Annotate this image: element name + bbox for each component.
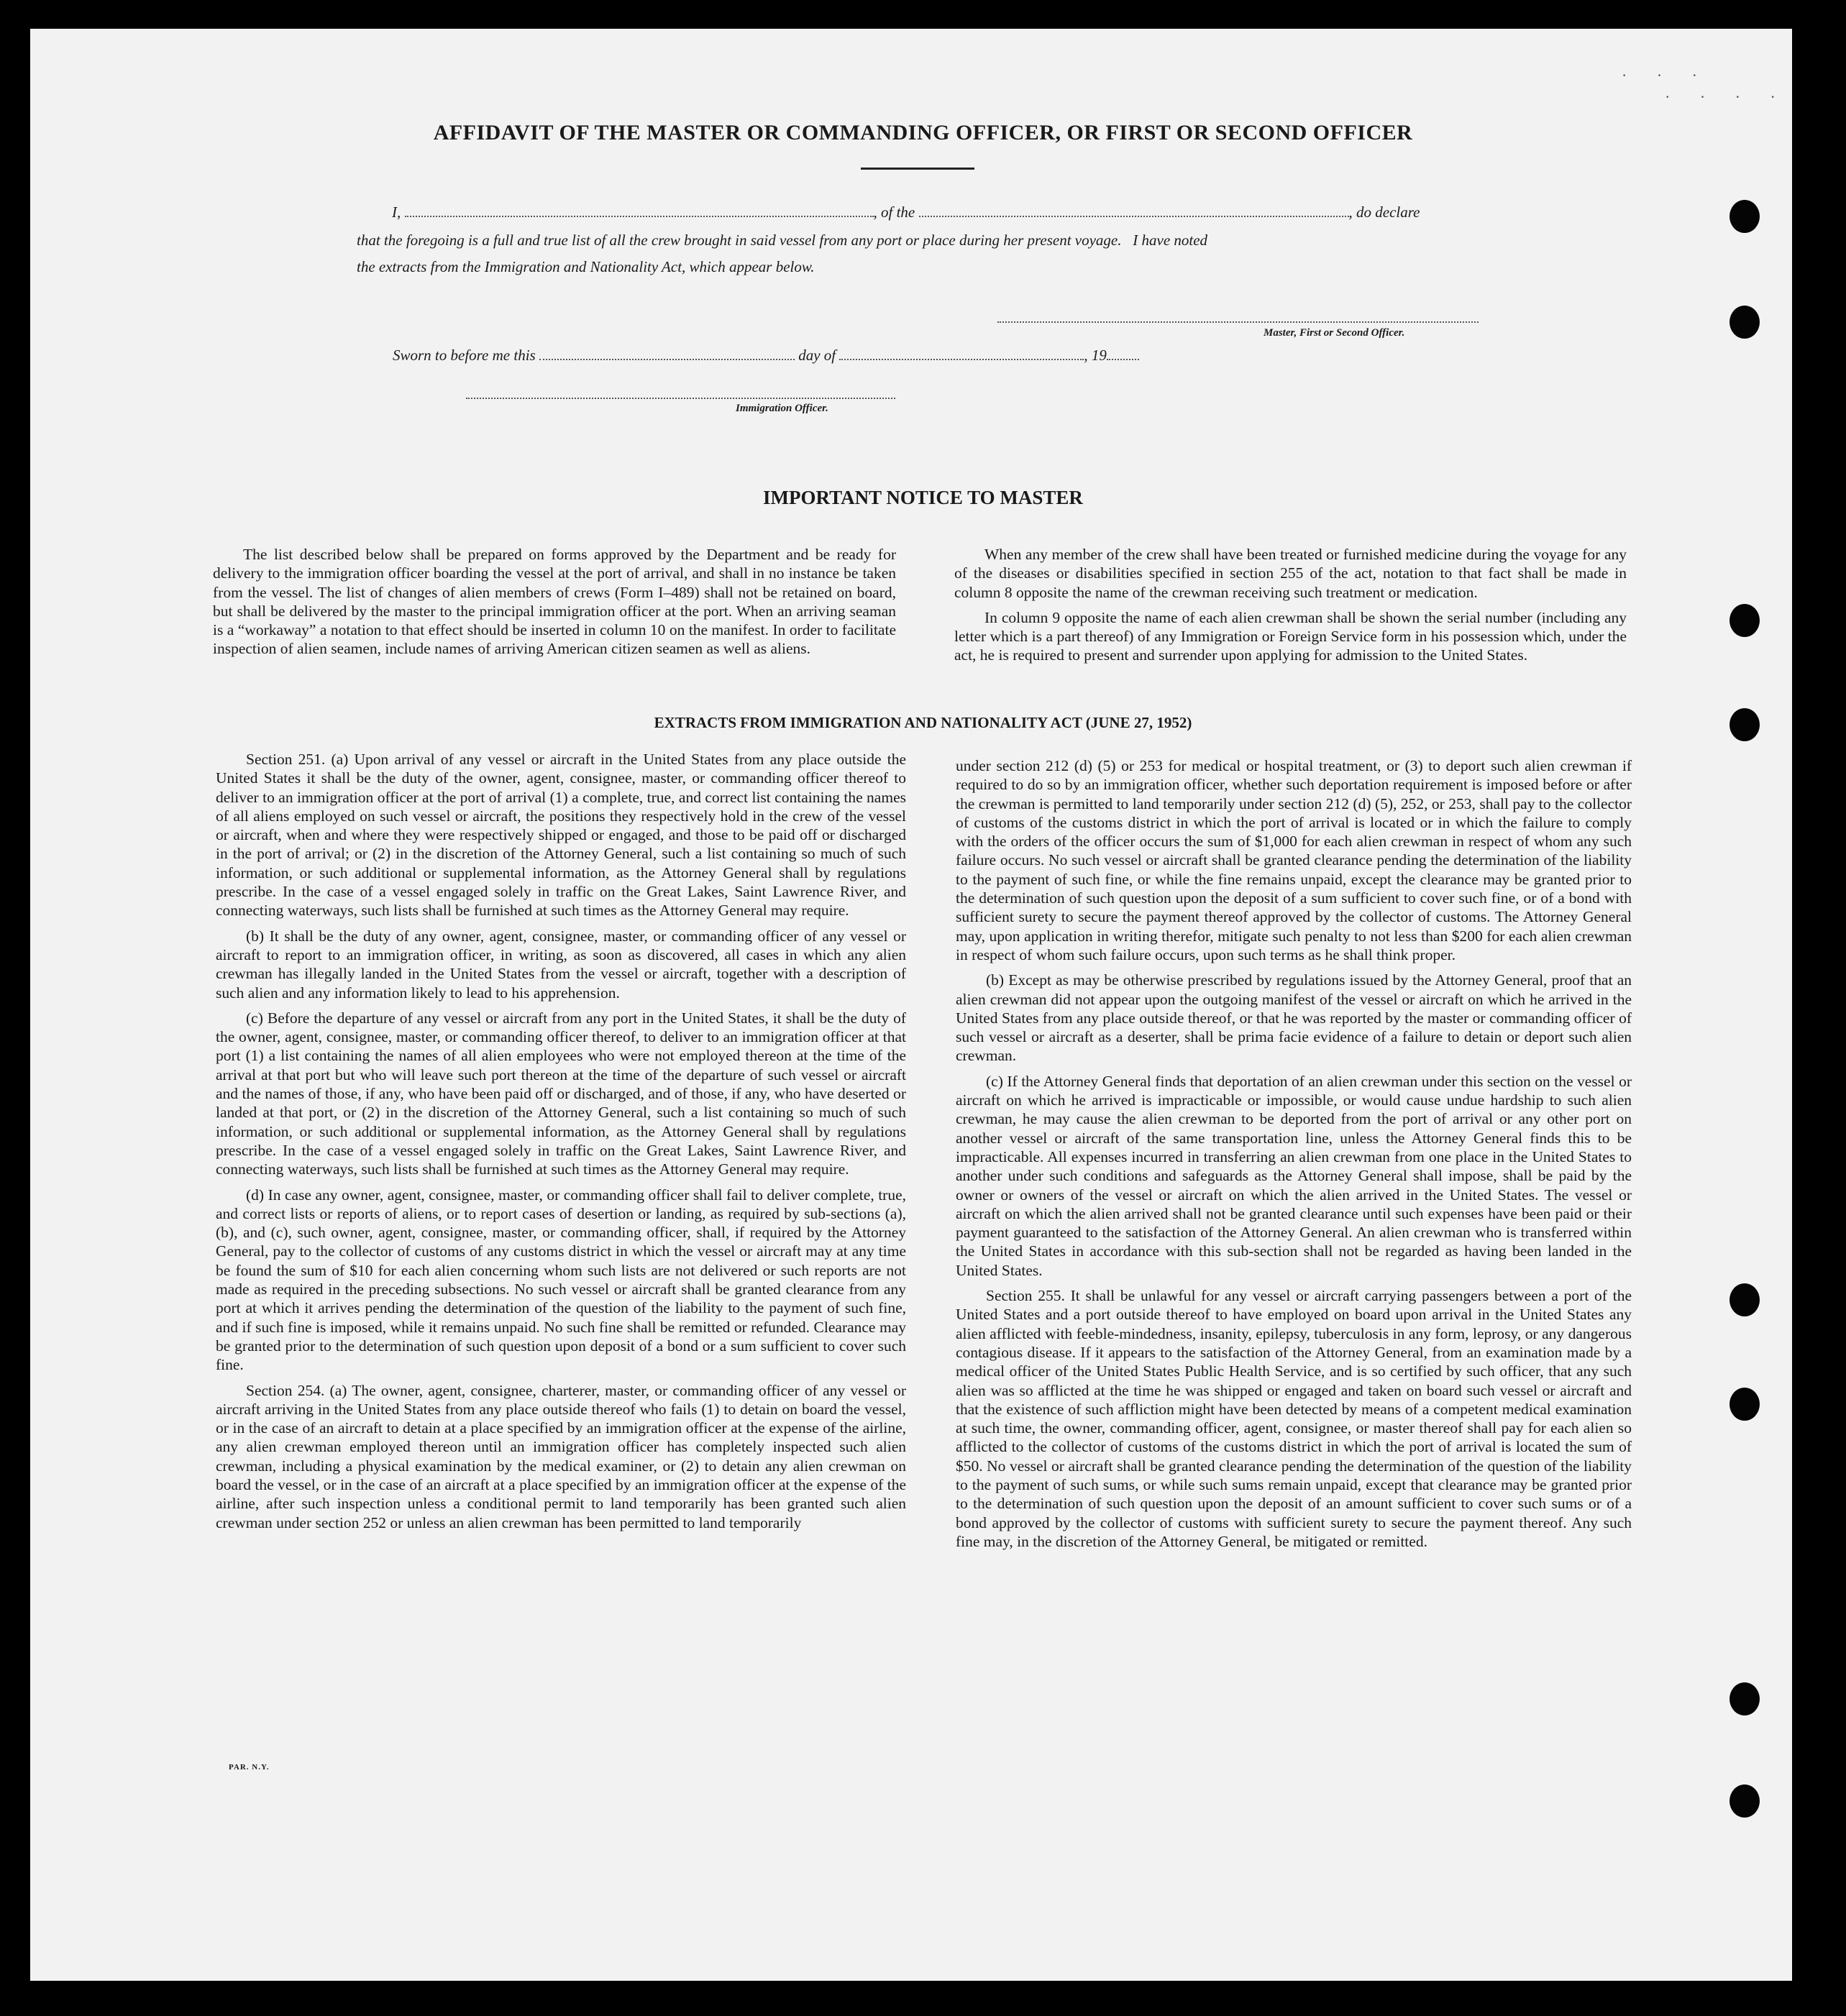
officer-signature-line[interactable] (466, 398, 895, 399)
extracts-right-column (956, 756, 1632, 1557)
binder-hole (1730, 604, 1760, 637)
printer-mark: PAR. N.Y. (229, 1763, 270, 1772)
sworn-month-blank[interactable] (839, 346, 1084, 360)
sworn-day-blank[interactable] (539, 346, 795, 360)
notice-paragraph: When any member of the crew shall have been treated or furnished medicine during the voyage for any of the diseases or disabilities specified in section 255 of the act, notation to that fact shall be made in column 8 opposite the name of the crewman receiving such treatment or medication. (954, 546, 1627, 601)
act-paragraph: Section 251. (a) Upon arrival of any vessel or aircraft in the United States from any place outside the United States it shall be the duty of the owner, agent, consignee, master, or commanding officer thereof to deliver to an immigration officer at the port of arrival (1) a complete, true, and correct list containing the names of all aliens employed on such vessel or aircraft, the positions they respectively hold in the crew of the vessel or aircraft, when and where they were respectively shipped or engaged, and those to be paid off or discharged in the port of arrival; or (2) in the discretion of the Attorney General, such a list containing so much of such information, or such additional or supplemental information, as the Attorney General shall by regulations prescribe. In the case of a vessel engaged solely in traffic on the Great Lakes, Saint Lawrence River, and connecting waterways, such lists shall be furnished at such times as the Attorney General may require. (216, 751, 906, 920)
notice-right-column (954, 545, 1627, 672)
name-blank[interactable] (405, 203, 874, 217)
act-paragraph: Section 254. (a) The owner, agent, consignee, charterer, master, or commanding officer of any vessel or aircraft arriving in the United States from any place outside thereof who fails (1) to detain on board the vessel, or in the case of an aircraft to detain at a place specified by an immigration officer at the expense of the airline, any alien crewman employed thereon until an immigration officer has completely inspected such alien crewman, including a physical examination by the medical examiner, or (2) to detain any alien crewman on board the vessel, or in the case of an aircraft at a place specified by an immigration officer at the expense of the airline, after such inspection unless a conditional permit to land temporarily has been granted such alien crewman under section 252 or unless an alien crewman has been permitted to land temporarily (216, 1381, 906, 1531)
day-of-text: day of (798, 347, 836, 364)
notice-paragraph: In column 9 opposite the name of each alien crewman shall be shown the serial number (including any letter which is a part thereof) of any Immigration or Foreign Service form in his possession which, under the act, he is required to present and surrender upon applying for admission to the United States. (954, 608, 1627, 664)
notice-heading: IMPORTANT NOTICE TO MASTER (763, 487, 1083, 508)
affidavit-line-3: the extracts from the Immigration and Nationality Act, which appear below. (357, 258, 815, 275)
officer-caption: Immigration Officer. (736, 403, 828, 414)
sworn-year-blank[interactable] (1107, 346, 1139, 360)
vessel-blank[interactable] (919, 203, 1349, 217)
act-paragraph: (b) It shall be the duty of any owner, agent, consignee, master, or commanding officer of any vessel or aircraft to report to an immigration officer, in writing, as soon as discovered, all cases in which any alien crewman has illegally landed in the United States from the vessel or aircraft, together with a description of such alien and any information likely to lead to his apprehension. (216, 927, 906, 1002)
act-paragraph: (d) In case any owner, agent, consignee, master, or commanding officer shall fail to deliver complete, true, and correct lists or reports of aliens, or to report cases of desertion or landing, as required by sub-sections (a), (b), and (c), such owner, agent, consignee, master, or commanding officer, shall, if required by the Attorney General, pay to the collector of customs of any customs district in which the vessel or aircraft may at any time be found the sum of $10 for each alien concerning whom such lists are not delivered or such reports are not made as required in the preceding subsections. No such vessel or aircraft shall be granted clearance from any port at which it arrives pending the determination of the question of the liability to the payment of such fine, and if such fine is imposed, while it remains unpaid. No such fine shall be remitted or refunded. Clearance may be granted prior to the determination of such question upon deposit of a bond or a sum sufficient to cover such fine. (216, 1186, 906, 1374)
affidavit-line-2: that the foregoing is a full and true list of all the crew brought in said vessel from any port or place during her present voyage. I have noted (357, 232, 1208, 249)
act-paragraph: (b) Except as may be otherwise prescribed by regulations issued by the Attorney General, proof that an alien crewman did not appear upon the outgoing manifest of the vessel or aircraft on which he arrived in the United States from any place outside thereof, or that he was reported by the master or commanding officer of such vessel or aircraft as a deserter, shall be prima facie evidence of a failure to detain or deport such alien crewman. (956, 971, 1632, 1065)
notice-left-column (213, 545, 896, 665)
form-title: AFFIDAVIT OF THE MASTER OR COMMANDING OFFICER, OR FIRST OR SECOND OFFICER (433, 121, 1413, 145)
affidavit-i: I, (392, 203, 401, 221)
binder-hole (1730, 200, 1760, 233)
year-prefix: , 19 (1084, 347, 1107, 364)
affidavit-declare: , do declare (1348, 203, 1420, 221)
binder-hole (1730, 1388, 1760, 1421)
extracts-left-column (216, 750, 906, 1539)
act-paragraph: (c) If the Attorney General finds that deportation of an alien crewman under this section on the vessel or aircraft on which he arrived is impracticable or impossible, or would cause undue hardship to such alien crewman, he may cause the alien crewman to be deported from the port of arrival or any other port on another vessel or aircraft of the same transportation line, unless the Attorney General finds this to be impracticable. All expenses incurred in transferring an alien crewman from one place in the United States to another under such conditions and safeguards as the Attorney General shall impose, shall be paid by the owner or owners of the vessel or aircraft on which the alien arrived in the United States. The vessel or aircraft on which the alien arrived shall not be granted clearance until such expenses have been paid or their payment guaranteed to the satisfaction of the Attorney General. An alien crewman who is transferred within the United States in accordance with this sub-section shall not be regarded as having been landed in the United States. (956, 1072, 1632, 1279)
master-signature-line[interactable] (997, 321, 1479, 323)
title-rule (861, 168, 974, 170)
binder-hole (1730, 1283, 1760, 1316)
scan-specks: · · · · (1665, 88, 1788, 106)
sworn-line (393, 346, 1139, 365)
scan-specks: · · · (1622, 66, 1710, 84)
binder-hole (1730, 1682, 1760, 1715)
binder-hole (1730, 306, 1760, 339)
master-caption: Master, First or Second Officer. (1264, 327, 1405, 339)
act-paragraph: under section 212 (d) (5) or 253 for medical or hospital treatment, or (3) to deport such alien crewman if required to do so by an immigration officer, whether such deportation requirement is imposed before or after the crewman is permitted to land temporarily under section 212 (d) (5), 252, or 253, shall pay to the collector of customs of the customs district in which the port of arrival is located or in which the failure to comply with the orders of the officer occurs the sum of $1,000 for each alien crewman in respect of whom any such failure occurs. No such vessel or aircraft shall be granted clearance pending the determination of the liability to the payment of such fine, or while the fine remains unpaid, except the clearance may be granted prior to the determination of such question upon the deposit of a sum sufficient to cover such fine, or of a bond with sufficient surety to secure the payment thereof approved by the collector of customs. The Attorney General may, upon application in writing therefor, mitigate such penalty to not less than $200 for each alien crewman in respect of whom such failure occurs, upon such terms as he shall think proper. (956, 757, 1632, 963)
binder-hole (1730, 1784, 1760, 1818)
sworn-text: Sworn to before me this (393, 347, 536, 364)
act-paragraph: Section 255. It shall be unlawful for any vessel or aircraft carrying passengers between a port of the United States and a port outside thereof to have employed on board upon arrival in the United States any alien afflicted with feeble-mindedness, insanity, epilepsy, tuberculosis in any form, leprosy, or any dangerous contagious disease. If it appears to the satisfaction of the Attorney General, from an examination made by a medical officer of the United States Public Health Service, and is so certified by such officer, that any such alien was so afflicted at the time he was shipped or engaged and taken on board such vessel or aircraft and that the existence of such affliction might have been detected by means of a competent medical examination at such time, the owner, commanding officer, agent, consignee, or master thereof shall pay for each alien so afflicted to the collector of customs of the customs district in which the port of arrival is located the sum of $50. No vessel or aircraft shall be granted clearance pending the determination of the question of the liability to the payment of such sums, or while such sums remain unpaid, except that clearance may be granted prior to the determination of such question upon the deposit of an amount sufficient to cover such sums or of a bond approved by the collector of customs with sufficient surety to secure the payment thereof. Any such fine may, in the discretion of the Attorney General, be mitigated or remitted. (956, 1287, 1632, 1550)
act-paragraph: (c) Before the departure of any vessel or aircraft from any port in the United States, it shall be the duty of the owner, agent, consignee, master, or commanding officer thereof, to deliver to an immigration officer at that port (1) a list containing the names of all alien employees who were not employed thereon at the time of the arrival at that port but who will leave such port thereon at the time of the departure of such vessel or aircraft and the names of those, if any, who have been paid off or discharged, and of those, if any, who have deserted or landed at that port, or (2) in the discretion of the Attorney General, such a list containing so much of such information, or such additional or supplemental information, as the Attorney General shall by regulations prescribe. In the case of a vessel engaged solely in traffic on the Great Lakes, Saint Lawrence River, and connecting waterways, such lists shall be furnished at such times as the Attorney General may require. (216, 1009, 906, 1178)
extracts-heading: EXTRACTS FROM IMMIGRATION AND NATIONALITY ACT (JUNE 27, 1952) (654, 714, 1192, 731)
affidavit-line-1 (392, 203, 1420, 221)
affidavit-of-the: , of the (873, 203, 915, 221)
notice-paragraph: The list described below shall be prepared on forms approved by the Department and be ready for delivery to the immigration officer boarding the vessel at the port of arrival, and shall in no instance be taken from the vessel. The list of changes of alien members of crews (Form I–489) shall not be retained on board, but shall be delivered by the master to the principal immigration officer at the port. When an arriving seaman is a “workaway” a notation to that effect should be inserted in column 10 on the manifest. In order to facilitate inspection of alien seamen, include names of arriving American citizen seamen as well as aliens. (213, 546, 896, 658)
